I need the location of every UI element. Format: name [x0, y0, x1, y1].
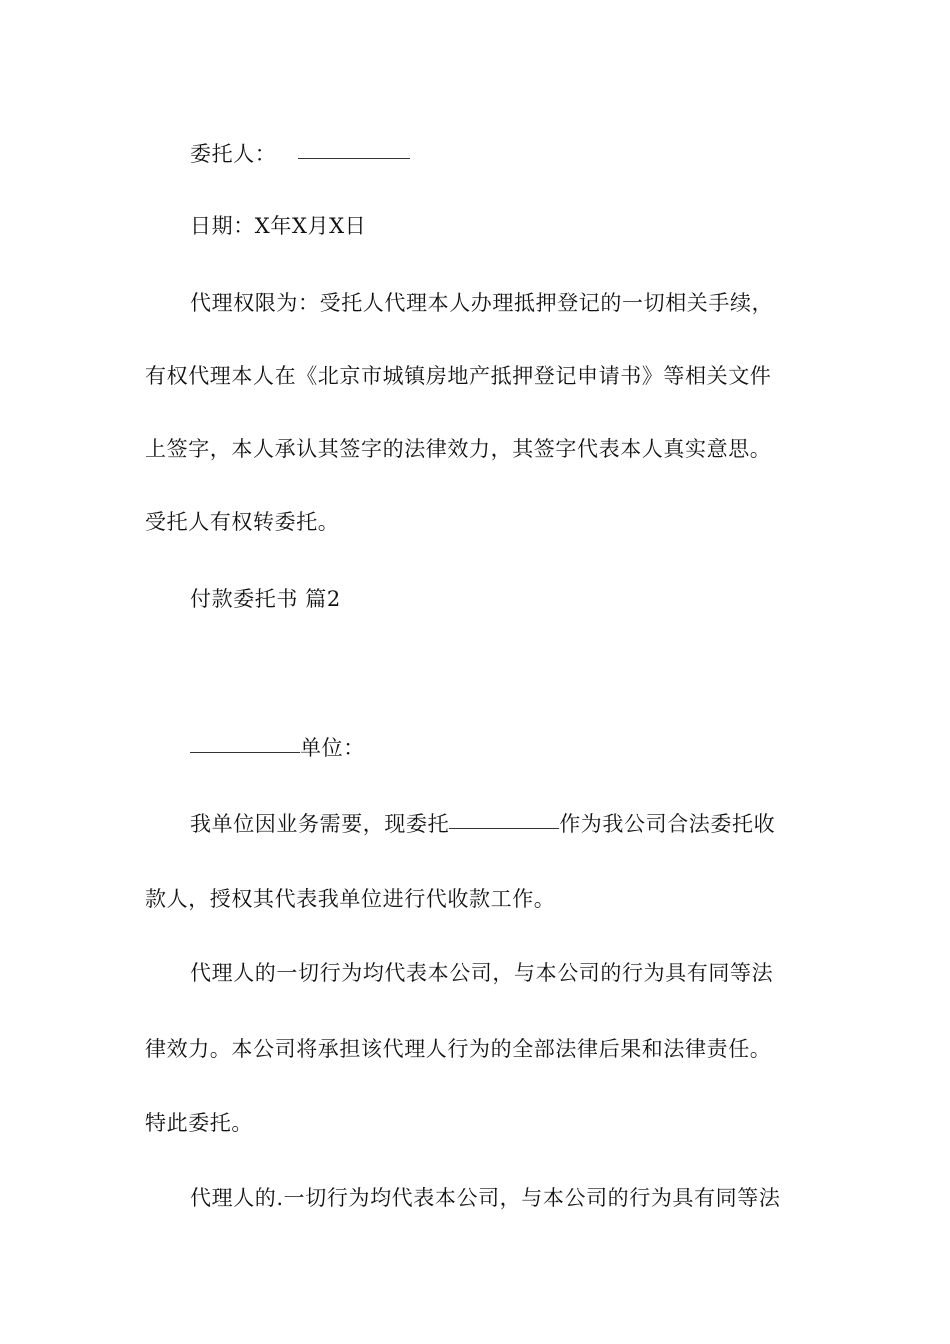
- paragraph-line: 特此委托。: [145, 1111, 253, 1135]
- delegate-blank: [449, 827, 559, 829]
- paragraph-line: 上签字，本人承认其签字的法律效力，其签字代表本人真实意思。: [145, 437, 772, 461]
- date-line: 日期：X年X月X日: [190, 214, 367, 238]
- paragraph-line: 代理人的一切行为均代表本公司，与本公司的行为具有同等法: [190, 961, 774, 985]
- paragraph-line: 代理权限为：受托人代理本人办理抵押登记的一切相关手续，: [190, 291, 774, 315]
- section-heading: 付款委托书 篇2: [190, 587, 341, 611]
- principal-line: [190, 139, 410, 169]
- delegate-text-prefix: 我单位因业务需要，现委托: [190, 812, 450, 836]
- principal-blank: [298, 157, 410, 159]
- paragraph-line: 代理人的.一切行为均代表本公司，与本公司的行为具有同等法: [190, 1186, 781, 1210]
- paragraph-line: 款人，授权其代表我单位进行代收款工作。: [145, 887, 556, 911]
- paragraph-line: [190, 809, 775, 839]
- paragraph-line: 受托人有权转委托。: [145, 510, 340, 534]
- delegate-text-suffix: 作为我公司合法委托收: [559, 812, 776, 836]
- paragraph-line: 律效力。本公司将承担该代理人行为的全部法律后果和法律责任。: [145, 1037, 772, 1061]
- principal-label: 委托人：: [190, 142, 277, 166]
- unit-line: [190, 733, 365, 763]
- unit-label: 单位：: [300, 736, 365, 760]
- paragraph-line: 有权代理本人在《北京市城镇房地产抵押登记申请书》等相关文件: [145, 364, 772, 388]
- unit-blank: [190, 751, 300, 753]
